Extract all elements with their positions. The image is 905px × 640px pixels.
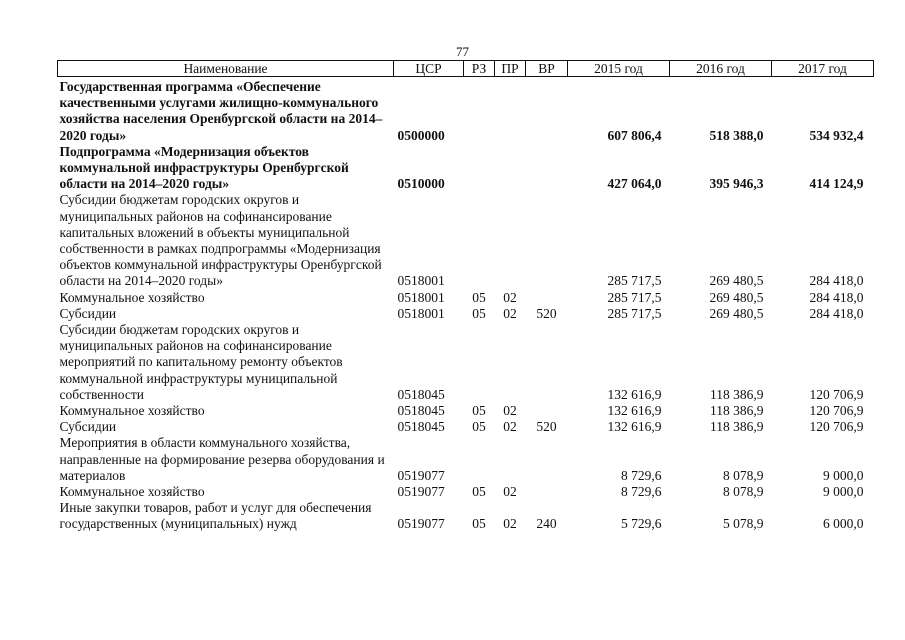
row-vr: 520 — [536, 305, 557, 321]
row-csr: 0518045 — [397, 403, 445, 419]
row-2015: 427 064,0 — [607, 176, 662, 192]
row-name: Мероприятия в области коммунального хозяйства, направленные на формирование резерва оборудования и материалов — [59, 435, 385, 483]
row-2017: 534 932,4 — [809, 127, 864, 143]
row-2016: 118 386,9 — [710, 386, 764, 402]
row-2017: 284 418,0 — [809, 273, 864, 289]
row-csr: 0510000 — [397, 176, 445, 192]
row-2015: 132 616,9 — [607, 403, 662, 419]
table-row — [58, 77, 874, 144]
row-csr: 0518001 — [397, 273, 445, 289]
row-csr: 0518001 — [397, 305, 445, 321]
row-name: Иные закупки товаров, работ и услуг для обеспечения государственных (муниципальных) нужд — [59, 500, 372, 532]
header-pr: ПР — [495, 61, 526, 77]
row-2016: 8 078,9 — [723, 467, 764, 483]
row-2017: 120 706,9 — [809, 386, 864, 402]
table-row — [58, 403, 874, 419]
row-2016: 269 480,5 — [709, 305, 764, 321]
row-csr: 0518001 — [397, 289, 445, 305]
row-2017: 414 124,9 — [809, 176, 864, 192]
table-row — [58, 500, 874, 532]
row-vr: 520 — [536, 419, 557, 435]
row-csr: 0519077 — [397, 484, 445, 500]
row-rz: 05 — [472, 484, 486, 500]
table-row — [58, 484, 874, 500]
row-vr — [526, 435, 568, 484]
row-2015: 285 717,5 — [607, 273, 662, 289]
row-2016: 5 078,9 — [723, 516, 764, 532]
budget-table — [57, 60, 874, 533]
row-2016: 269 480,5 — [709, 273, 764, 289]
row-rz: 05 — [472, 403, 486, 419]
header-2016: 2016 год — [670, 61, 772, 77]
row-csr: 0518045 — [397, 386, 445, 402]
row-vr — [526, 322, 568, 403]
row-pr: 02 — [503, 403, 517, 419]
row-2017: 6 000,0 — [823, 516, 864, 532]
row-2015: 285 717,5 — [607, 289, 662, 305]
row-pr — [495, 192, 526, 289]
row-pr — [495, 144, 526, 193]
row-vr — [526, 192, 568, 289]
header-vr: ВР — [526, 61, 568, 77]
row-csr: 0500000 — [397, 127, 445, 143]
row-pr: 02 — [503, 289, 517, 305]
row-2016: 518 388,0 — [709, 127, 764, 143]
header-name: Наименование — [58, 61, 394, 77]
row-vr — [526, 144, 568, 193]
row-rz — [464, 435, 495, 484]
header-2015: 2015 год — [568, 61, 670, 77]
row-pr — [495, 435, 526, 484]
row-2015: 285 717,5 — [607, 305, 662, 321]
table-row — [58, 144, 874, 193]
row-2016: 8 078,9 — [723, 484, 764, 500]
row-csr: 0519077 — [397, 467, 445, 483]
row-2015: 607 806,4 — [607, 127, 662, 143]
row-2017: 9 000,0 — [823, 467, 864, 483]
row-pr: 02 — [503, 516, 517, 532]
row-vr — [526, 403, 568, 419]
table-row — [58, 322, 874, 403]
header-2017: 2017 год — [772, 61, 874, 77]
row-2015: 8 729,6 — [621, 484, 662, 500]
row-name: Подпрограмма «Модернизация объектов коммунальной инфраструктуры Оренбургской области на 2014–2020 годы» — [59, 143, 349, 192]
row-pr — [495, 77, 526, 144]
row-2017: 9 000,0 — [823, 484, 864, 500]
page-number: 77 — [456, 44, 469, 59]
row-rz: 05 — [472, 305, 486, 321]
table-header-row — [58, 61, 874, 77]
row-2016: 395 946,3 — [709, 176, 764, 192]
row-name: Субсидии — [59, 305, 117, 321]
row-2016: 118 386,9 — [710, 403, 764, 419]
table-row — [58, 419, 874, 435]
row-2017: 284 418,0 — [809, 305, 864, 321]
row-2016: 118 386,9 — [710, 419, 764, 435]
table-row — [58, 290, 874, 306]
row-pr: 02 — [503, 484, 517, 500]
row-rz: 05 — [472, 289, 486, 305]
header-csr: ЦСР — [394, 61, 464, 77]
row-rz — [464, 77, 495, 144]
row-2015: 132 616,9 — [607, 386, 662, 402]
row-pr — [495, 322, 526, 403]
header-rz: РЗ — [464, 61, 495, 77]
table-row — [58, 306, 874, 322]
row-2017: 284 418,0 — [809, 289, 864, 305]
row-pr: 02 — [503, 419, 517, 435]
row-2017: 120 706,9 — [809, 403, 864, 419]
row-vr — [526, 77, 568, 144]
row-vr: 240 — [536, 516, 557, 532]
row-2015: 5 729,6 — [621, 516, 662, 532]
row-vr — [526, 290, 568, 306]
row-name: Коммунальное хозяйство — [59, 484, 205, 500]
row-name: Государственная программа «Обеспечение качественными услугами жилищно-коммунального хозяйства населения Оренбургской области на 2014–2020 годы» — [59, 79, 383, 143]
row-rz: 05 — [472, 516, 486, 532]
table-row — [58, 192, 874, 289]
row-rz: 05 — [472, 419, 486, 435]
row-2016: 269 480,5 — [709, 289, 764, 305]
row-pr: 02 — [503, 305, 517, 321]
row-rz — [464, 144, 495, 193]
row-name: Субсидии — [59, 419, 117, 435]
row-csr: 0519077 — [397, 516, 445, 532]
row-vr — [526, 484, 568, 500]
table-row — [58, 435, 874, 484]
row-rz — [464, 322, 495, 403]
row-2015: 132 616,9 — [607, 419, 662, 435]
row-name: Субсидии бюджетам городских округов и муниципальных районов на софинансирование капитальных вложений в объекты муниципальной собственности в рамках подпрограммы «Модернизация объектов коммунальной инфраструктуры Оренбургской области на 2014–2020 годы» — [59, 192, 382, 289]
row-name: Субсидии бюджетам городских округов и муниципальных районов на софинансирование мероприятий по капитальному ремонту объектов коммунальной инфраструктуры муниципальной собственности — [59, 322, 343, 402]
row-name: Коммунальное хозяйство — [59, 289, 205, 305]
row-csr: 0518045 — [397, 419, 445, 435]
row-2017: 120 706,9 — [809, 419, 864, 435]
row-rz — [464, 192, 495, 289]
row-2015: 8 729,6 — [621, 467, 662, 483]
row-name: Коммунальное хозяйство — [59, 403, 205, 419]
